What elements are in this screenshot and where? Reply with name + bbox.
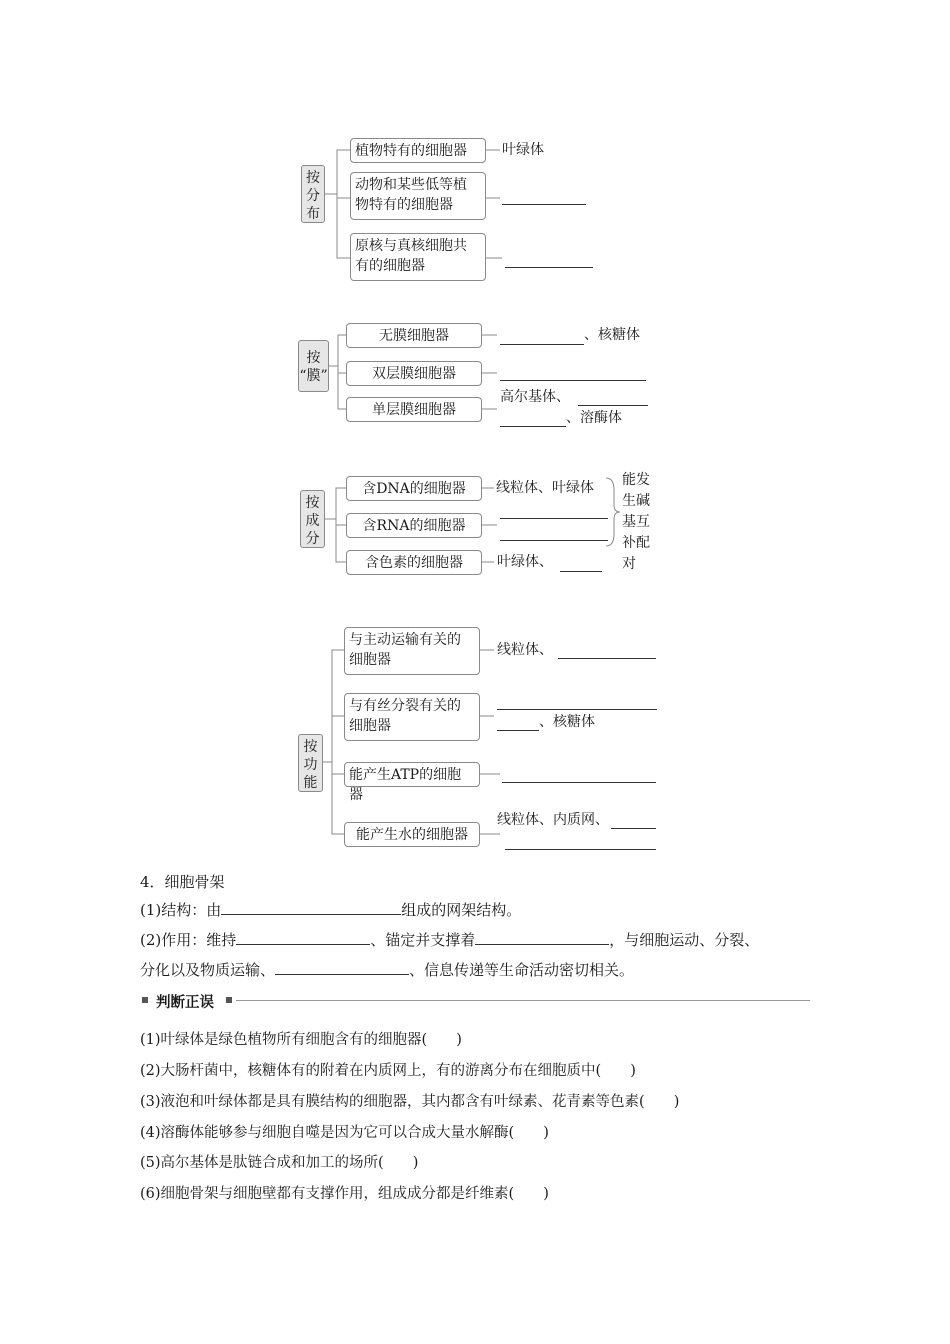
function-mid: 、锚定并支撑着	[370, 931, 476, 949]
branch-double-membrane	[346, 361, 482, 386]
category-char: “膜”	[299, 368, 328, 384]
category-by-composition	[300, 490, 325, 548]
answer-blank	[500, 518, 608, 519]
note-line: 能发	[622, 472, 650, 488]
category-by-function	[298, 734, 323, 792]
branch-plant-specific	[350, 138, 486, 163]
branch-common-organelle	[350, 233, 486, 281]
function-prefix: (2)作用：维持	[140, 931, 237, 949]
category-char: 按	[306, 350, 321, 366]
square-icon	[142, 997, 148, 1003]
branch-animal-specific	[350, 172, 486, 220]
answer-blank	[275, 960, 409, 975]
answer-blank	[505, 267, 593, 268]
answer-blank	[497, 730, 539, 731]
answer-blank	[505, 849, 656, 850]
judge-title: 判断正误	[156, 995, 214, 1011]
section-title: 4．细胞骨架	[140, 873, 225, 891]
answer-text: 叶绿体、	[497, 554, 553, 570]
category-char: 布	[306, 206, 320, 222]
branch-label: 双层膜细胞器	[372, 366, 456, 382]
note-line: 对	[622, 556, 636, 572]
branch-water-producing	[344, 822, 480, 847]
answer-text: 线粒体、叶绿体	[496, 480, 594, 496]
square-icon	[226, 997, 232, 1003]
category-char: 按	[306, 170, 320, 186]
branch-label: 植物特有的细胞器	[355, 143, 467, 159]
note-line: 基互	[622, 514, 650, 530]
branch-label: 能产生ATP的细胞器	[349, 767, 462, 803]
branch-pigment-organelle	[346, 550, 482, 575]
branch-label-line: 物特有的细胞器	[355, 197, 453, 213]
answer-text: 线粒体、内质网、	[497, 812, 609, 828]
judge-item: (4)溶酶体能够参与细胞自噬是因为它可以合成大量水解酶( )	[140, 1125, 549, 1141]
answer-blank	[500, 426, 566, 427]
answer-blank	[497, 709, 657, 710]
branch-label-line: 与主动运输有关的	[349, 632, 461, 648]
branch-label-line: 原核与真核细胞共	[355, 238, 467, 254]
function-line2-prefix: 分化以及物质运输、	[140, 961, 276, 979]
branch-label-line: 细胞器	[349, 718, 391, 734]
branch-label: 含DNA的细胞器	[362, 481, 466, 497]
category-by-membrane	[298, 340, 329, 392]
category-char: 分	[306, 188, 320, 204]
answer-blank	[500, 540, 608, 541]
answer-blank	[558, 658, 656, 659]
category-char: 分	[305, 531, 320, 547]
category-by-distribution	[301, 165, 325, 223]
branch-label: 能产生水的细胞器	[356, 827, 468, 843]
category-char: 按	[303, 739, 318, 755]
answer-text: 叶绿体	[502, 142, 544, 158]
answer-text: 、核糖体	[539, 714, 595, 730]
function-line	[140, 929, 759, 951]
answer-blank	[475, 930, 609, 945]
branch-no-membrane	[346, 323, 482, 348]
branch-dna-organelle	[346, 476, 482, 501]
judge-item: (6)细胞骨架与细胞壁都有支撑作用，组成成分都是纤维素( )	[140, 1186, 549, 1202]
note-line: 生碱	[622, 493, 650, 509]
answer-text: 、溶酶体	[566, 410, 622, 426]
category-char: 按	[305, 495, 320, 511]
branch-label-line: 与有丝分裂有关的	[349, 698, 461, 714]
structure-suffix: 组成的网架结构。	[401, 901, 522, 919]
note-line: 补配	[622, 535, 650, 551]
divider	[236, 1000, 810, 1001]
branch-label-line: 有的细胞器	[355, 258, 425, 274]
category-char: 能	[303, 775, 318, 791]
answer-blank	[578, 405, 648, 406]
category-char: 功	[303, 757, 318, 773]
judge-item: (2)大肠杆菌中，核糖体有的附着在内质网上，有的游离分布在细胞质中( )	[140, 1063, 636, 1079]
answer-blank	[236, 930, 370, 945]
function-mid: ，与细胞运动、分裂、	[609, 931, 760, 949]
answer-text: 、核糖体	[584, 327, 640, 343]
answer-blank	[502, 782, 656, 783]
structure-line	[140, 899, 521, 921]
branch-label-line: 细胞器	[349, 652, 391, 668]
branch-label: 含色素的细胞器	[365, 555, 463, 571]
judge-header	[140, 990, 810, 1012]
category-char: 成	[305, 513, 320, 529]
branch-atp-producing	[344, 762, 480, 803]
answer-blank	[221, 900, 401, 915]
branch-label: 单层膜细胞器	[372, 402, 456, 418]
function-line2-suffix: 、信息传递等生命活动密切相关。	[409, 961, 635, 979]
structure-prefix: (1)结构：由	[140, 901, 222, 919]
branch-label-line: 动物和某些低等植	[355, 177, 467, 193]
judge-item: (3)液泡和叶绿体都是具有膜结构的细胞器，其内都含有叶绿素、花青素等色素( )	[140, 1094, 680, 1110]
answer-blank	[500, 344, 584, 345]
answer-blank	[500, 380, 646, 381]
branch-rna-organelle	[346, 513, 482, 538]
branch-active-transport	[344, 627, 480, 675]
judge-item: (1)叶绿体是绿色植物所有细胞含有的细胞器( )	[140, 1032, 462, 1048]
branch-mitosis	[344, 693, 480, 741]
answer-text: 高尔基体、	[500, 389, 570, 405]
branch-single-membrane	[346, 397, 482, 422]
answer-blank	[502, 204, 586, 205]
answer-blank	[611, 828, 656, 829]
judge-item: (5)高尔基体是肽链合成和加工的场所( )	[140, 1155, 419, 1171]
answer-blank	[560, 571, 602, 572]
base-pairing-note	[622, 470, 650, 575]
branch-label: 无膜细胞器	[379, 328, 449, 344]
branch-label: 含RNA的细胞器	[362, 518, 466, 534]
function-line-2	[140, 959, 634, 981]
answer-text: 线粒体、	[497, 642, 553, 658]
